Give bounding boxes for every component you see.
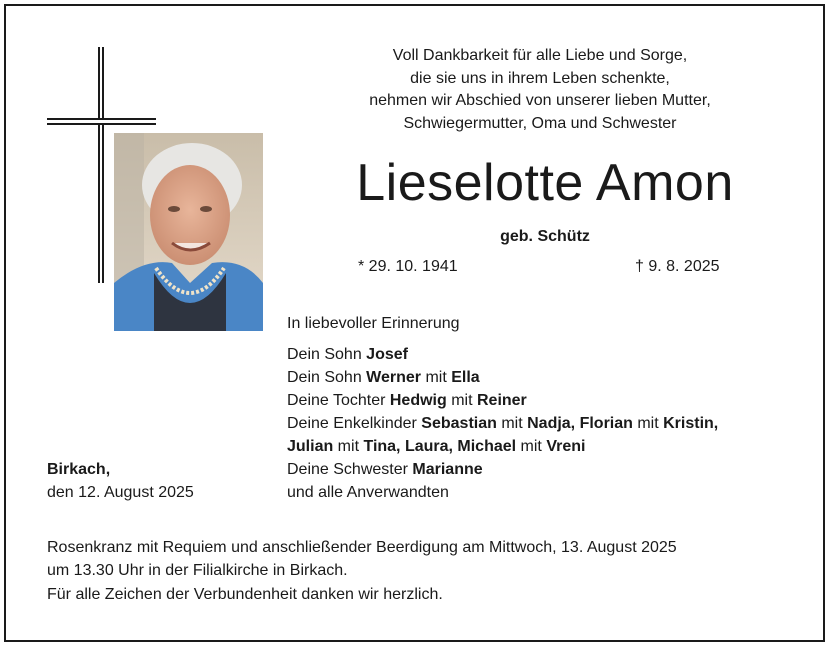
intro-line: Voll Dankbarkeit für alle Liebe und Sorge, <box>392 47 688 64</box>
intro-line: die sie uns in ihrem Leben schenkte, <box>410 69 670 87</box>
family-line: und alle Anverwandten <box>287 484 449 501</box>
family-line: Dein Sohn Josef <box>287 346 408 363</box>
maiden-name: geb. Schütz <box>500 228 590 245</box>
family-line: Julian mit Tina, Laura, Michael mit Vreni <box>287 438 586 455</box>
birth-date: * 29. 10. 1941 <box>358 258 458 275</box>
service-line: Rosenkranz mit Requiem und anschließender Beerdigung am Mittwoch, 13. August 2025 <box>47 539 677 556</box>
portrait-photo <box>114 133 263 331</box>
service-line: um 13.30 Uhr in der Filialkirche in Birkach. <box>47 562 348 579</box>
family-line: Deine Enkelkinder Sebastian mit Nadja, Florian mit Kristin, <box>287 415 719 432</box>
intro-line: Schwiegermutter, Oma und Schwester <box>403 114 677 132</box>
service-info <box>47 536 677 582</box>
death-date: † 9. 8. 2025 <box>635 258 720 275</box>
place-date <box>47 458 194 504</box>
family-list <box>287 343 718 504</box>
intro-line: nehmen wir Abschied von unserer lieben Mutter, <box>369 92 711 109</box>
family-line: Dein Sohn Werner mit Ella <box>287 369 480 386</box>
deceased-name: Lieselotte Amon <box>356 154 734 212</box>
family-line: Deine Tochter Hedwig mit Reiner <box>287 392 527 409</box>
thanks-line: Für alle Zeichen der Verbundenheit danken wir herzlich. <box>47 586 443 603</box>
family-line: Deine Schwester Marianne <box>287 461 483 478</box>
intro-text <box>330 45 750 135</box>
memory-line: In liebevoller Erinnerung <box>287 315 460 332</box>
place-city: Birkach, <box>47 461 111 478</box>
place-date-line: den 12. August 2025 <box>47 484 194 501</box>
